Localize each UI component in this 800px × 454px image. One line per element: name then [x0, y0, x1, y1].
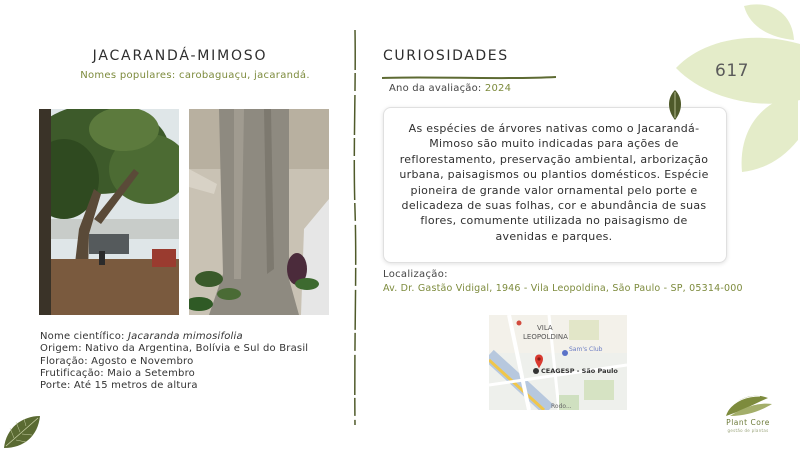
curiosities-title: CURIOSIDADES — [383, 48, 509, 64]
curiosities-text: As espécies de árvores nativas como o Jacarandá-Mimoso são muito indicadas para ações de reflorestamento, preservação ambiental, arborização urbana, paisagismos ou plantios domésticos. Espécie pioneira de grande valor ornamental pelo porte e delicadeza de suas folhas, cor e abundância de suas flores, comumente utilizada no paisagismo de avenidas e parques. — [399, 122, 709, 243]
fruiting-line: Frutificação: Maio a Setembro — [40, 367, 195, 379]
flowering-line: Floração: Agosto e Novembro — [40, 355, 194, 367]
brand-tagline: gestão de plantas — [727, 428, 769, 433]
species-details — [40, 331, 310, 392]
map-store-label: Sam's Club — [569, 346, 603, 353]
evaluation-year: Ano da avaliação: 2024 — [389, 83, 512, 94]
scientific-name: Jacaranda mimosifolia — [128, 331, 243, 342]
map-district-label: VILA — [537, 324, 553, 332]
tree-number: 617 — [715, 61, 749, 81]
scientific-name-line: Nome científico: Jacaranda mimosifolia — [40, 331, 243, 342]
svg-text:LEOPOLDINA: LEOPOLDINA — [523, 333, 568, 341]
brand-name: Plant Core — [726, 418, 770, 427]
location-address: Av. Dr. Gastão Vidigal, 1946 - Vila Leopoldina, São Paulo - SP, 05314-000 — [383, 283, 743, 294]
origin-line: Origem: Nativo da Argentina, Bolívia e Sul do Brasil — [40, 343, 309, 355]
tree-photo-canopy — [39, 109, 179, 315]
location-label: Localização: — [383, 269, 448, 280]
tree-photo-trunk — [189, 109, 329, 315]
map-place-label: CEAGESP - São Paulo — [541, 367, 618, 375]
corner-leaf-icon — [2, 414, 42, 450]
popular-names: Nomes populares: carobaguaçu, jacarandá. — [80, 70, 310, 81]
location-map[interactable] — [489, 315, 627, 410]
title-underline — [382, 66, 556, 72]
small-leaf-icon — [667, 90, 683, 120]
size-line: Porte: Até 15 metros de altura — [40, 380, 198, 392]
column-divider — [350, 30, 360, 425]
map-road-label: Rodo... — [551, 403, 572, 410]
decorative-leaves — [672, 0, 800, 175]
species-title: JACARANDÁ-MIMOSO — [92, 48, 268, 64]
evaluation-year-value: 2024 — [484, 83, 512, 94]
